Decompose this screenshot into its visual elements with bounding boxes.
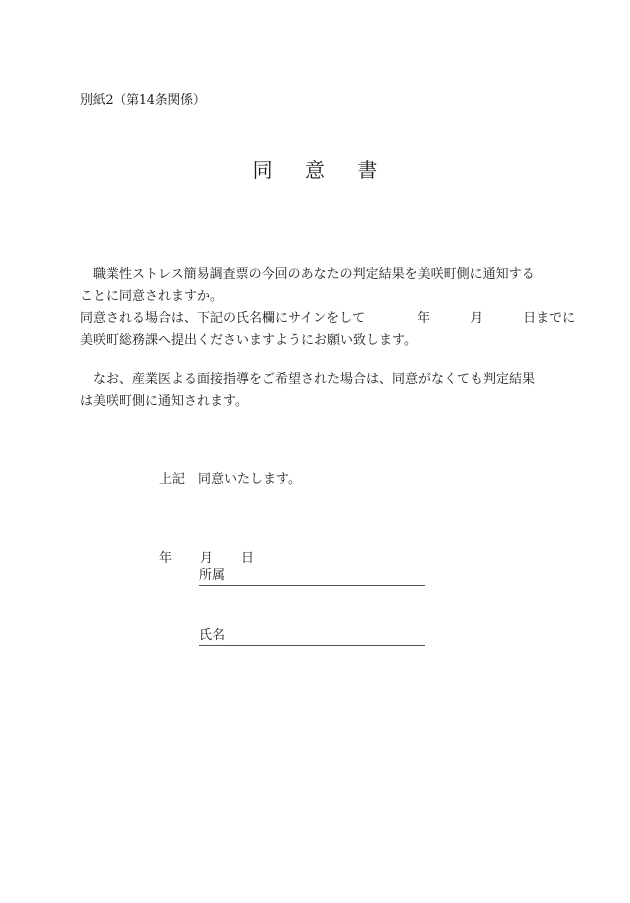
annex-label: 別紙2（第14条関係） — [80, 93, 206, 108]
date-day-label: 日 — [241, 551, 255, 566]
name-signature-field[interactable] — [199, 627, 425, 646]
affiliation-field[interactable] — [199, 567, 425, 586]
paragraph1-line2: ことに同意されますか。 — [80, 289, 224, 304]
affiliation-label: 所属 — [199, 568, 226, 583]
agreement-text: 同意いたします。 — [198, 472, 301, 487]
title-char-1: 同 — [252, 158, 273, 182]
deadline-month-label: 月 — [470, 311, 484, 326]
agreement-statement — [159, 468, 301, 487]
paragraph1-line1: 職業性ストレス簡易調査票の今回のあなたの判定結果を美咲町側に通知する — [93, 267, 535, 282]
paragraph1-line4: 美咲町総務課へ提出くださいますようにお願い致します。 — [80, 333, 417, 348]
notice-paragraph — [80, 369, 555, 413]
title-char-3: 書 — [357, 158, 378, 182]
title-char-2: 意 — [305, 158, 325, 182]
document-title — [0, 154, 630, 183]
paragraph2-line1: なお、産業医よる面接指導をご希望された場合は、同意がなくても判定結果 — [93, 372, 536, 387]
name-label: 氏名 — [199, 628, 226, 643]
paragraph2-line2: は美咲町側に通知されます。 — [80, 394, 248, 409]
deadline-prefix: 同意される場合は、下記の氏名欄にサインをして — [80, 311, 366, 326]
date-month-label: 月 — [200, 551, 214, 566]
agreement-prefix: 上記 — [159, 472, 186, 487]
signature-date-row[interactable] — [159, 547, 254, 566]
date-year-label: 年 — [159, 551, 173, 566]
deadline-suffix: 日までに — [523, 311, 576, 326]
deadline-year-label: 年 — [417, 311, 431, 326]
consent-request-paragraph — [80, 264, 576, 352]
paragraph1-line3 — [80, 308, 576, 330]
